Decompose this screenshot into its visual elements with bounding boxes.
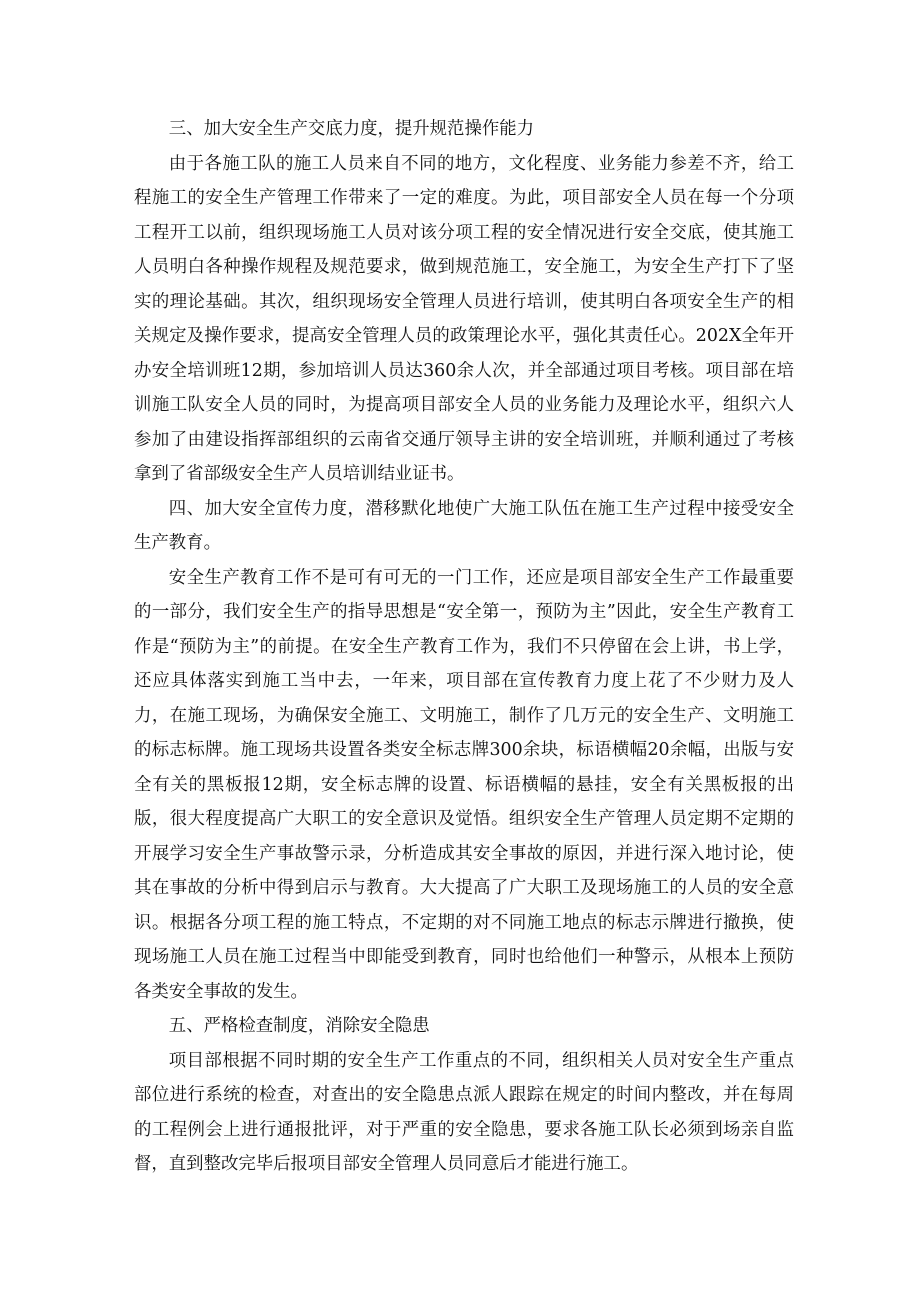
document-body: [134, 112, 794, 1182]
paragraph-training: 由于各施工队的施工人员来自不同的地方，文化程度、业务能力参差不齐，给工程施工的安全生产管理工作带来了一定的难度。为此，项目部安全人员在每一个分项工程开工以前，组织现场施工人员对该分项工程的安全情况进行安全交底，使其施工人员明白各种操作规程及规范要求，做到规范施工，安全施工，为安全生产打下了坚实的理论基础。其次，组织现场安全管理人员进行培训，使其明白各项安全生产的相关规定及操作要求，提高安全管理人员的政策理论水平，强化其责任心。202X全年开办安全培训班12期，参加培训人员达360余人次，并全部通过项目考核。项目部在培训施工队安全人员的同时，为提高项目部安全人员的业务能力及理论水平，组织六人参加了由建设指挥部组织的云南省交通厅领导主讲的安全培训班，并顺利通过了考核拿到了省部级安全生产人员培训结业证书。: [134, 153, 794, 484]
paragraph-education: 安全生产教育工作不是可有可无的一门工作，还应是项目部安全生产工作最重要的一部分，我们安全生产的指导思想是“安全第一，预防为主”因此，安全生产教育工作是“预防为主”的前提。在安全生产教育工作为，我们不只停留在会上讲，书上学，还应具体落实到施工当中去，一年来，项目部在宣传教育力度上花了不少财力及人力，在施工现场，为确保安全施工、文明施工，制作了几万元的安全生产、文明施工的标志标牌。施工现场共设置各类安全标志牌300余块，标语横幅20余幅，出版与安全有关的黑板报12期，安全标志牌的设置、标语横幅的悬挂，安全有关黑板报的出版，很大程度提高广大职工的安全意识及觉悟。组织安全生产管理人员定期不定期的开展学习安全生产事故警示录，分析造成其安全事故的原因，并进行深入地讨论，使其在事故的分析中得到启示与教育。大大提高了广大职工及现场施工的人员的安全意识。根据各分项工程的施工特点，不定期的对不同施工地点的标志示牌进行撤换，使现场施工人员在施工过程当中即能受到教育，同时也给他们一种警示，从根本上预防各类安全事故的发生。: [134, 567, 794, 1002]
paragraph-inspection: 项目部根据不同时期的安全生产工作重点的不同，组织相关人员对安全生产重点部位进行系统的检查，对查出的安全隐患点派人跟踪在规定的时间内整改，并在每周的工程例会上进行通报批评，对于严重的安全隐患，要求各施工队长必须到场亲自监督，直到整改完毕后报项目部安全管理人员同意后才能进行施工。: [134, 1050, 794, 1174]
section-heading-4: 四、加大安全宣传力度，潜移默化地使广大施工队伍在施工生产过程中接受安全生产教育。: [134, 498, 794, 553]
section-heading-3: 三、加大安全生产交底力度，提升规范操作能力: [168, 119, 535, 139]
section-heading-5: 五、严格检查制度，消除安全隐患: [168, 1016, 430, 1036]
